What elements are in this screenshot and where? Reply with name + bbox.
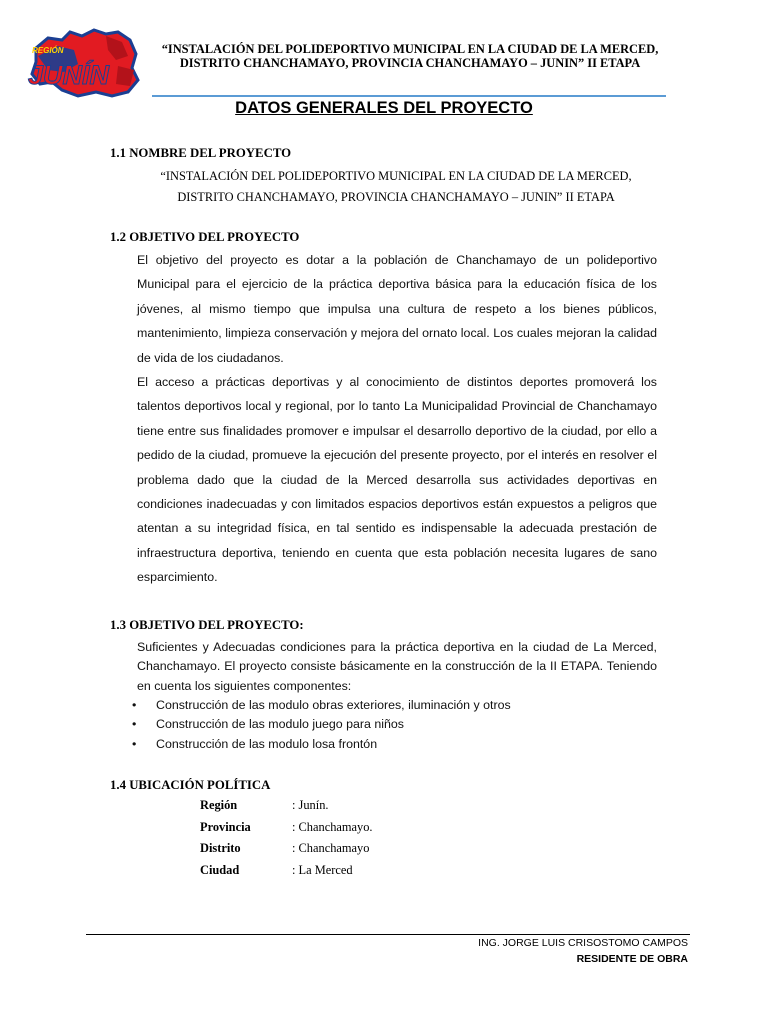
project-name-line-2: DISTRITO CHANCHAMAYO, PROVINCIA CHANCHAMAYO – JUNIN” II ETAPA	[177, 190, 615, 204]
location-table	[200, 798, 373, 884]
location-row	[200, 863, 373, 885]
location-value: : Junín.	[292, 798, 329, 812]
location-value: : Chanchamayo.	[292, 819, 373, 834]
list-item	[130, 715, 511, 734]
location-label: Ciudad	[200, 862, 240, 877]
project-name-line-1: “INSTALACIÓN DEL POLIDEPORTIVO MUNICIPAL EN LA CIUDAD DE LA MERCED,	[160, 169, 632, 183]
location-label: Región	[200, 798, 238, 812]
objective-paragraph-1: El objetivo del proyecto es dotar a la población de Chanchamayo de un polideportivo Municipal para el ejercicio de la práctica deportiva básica para la educación física de los jóvenes, al mismo tiempo que impulsa una cultura de respeto a los bienes públicos, mantenimiento, limpieza conservación y mejora del ornato local. Los cuales mejoran la calidad de vida de los ciudadanos.	[137, 253, 657, 365]
location-label: Provincia	[200, 819, 251, 834]
bullet-icon: •	[132, 736, 137, 751]
objective-paragraph-2: El acceso a prácticas deportivas y al conocimiento de distintos deportes promoverá los talentos deportivos local y regional, por lo tanto La Municipalidad Provincial de Chanchamayo tiene entre sus finalidades promover e impulsar el desarrollo deportivo de la ciudad, por ello a pedido de la ciudad, promueve la ejecución del presente proyecto, por el interés en resolver el problema dado que la ciudad de la Merced desarrolla sus actividades deportivas en condiciones inadecuadas y con limitados espacios deportivos están expuestos a peligros que atentan a su integridad física, en tal sentido es indispensable la adecuada prestación de infraestructura deportiva, teniendo en cuenta que esta población necesita lugares de sano esparcimiento.	[137, 375, 657, 585]
location-label: Distrito	[200, 841, 241, 855]
section-1-3-heading: 1.3 OBJETIVO DEL PROYECTO:	[110, 618, 304, 632]
components-list	[130, 696, 511, 754]
footer-divider	[86, 934, 690, 935]
location-row	[200, 798, 373, 820]
objective-summary-paragraph: Suficientes y Adecuadas condiciones para la práctica deportiva en la ciudad de La Merced, Chanchamayo. El proyecto consiste básicamente en la construcción de la II ETAPA. Teniendo en cuenta los siguientes componentes:	[137, 640, 657, 693]
logo-junin-text: JUNÍN	[28, 60, 110, 90]
list-item-text: Construcción de las modulo juego para niños	[156, 717, 404, 732]
location-value: : La Merced	[292, 862, 353, 877]
bullet-icon: •	[132, 717, 137, 732]
bullet-icon: •	[132, 698, 137, 712]
list-item	[130, 735, 511, 754]
objective-text	[137, 248, 657, 590]
document-title: DATOS GENERALES DEL PROYECTO	[235, 99, 533, 117]
location-value: : Chanchamayo	[292, 841, 370, 855]
logo-region-text: REGIÓN	[32, 46, 64, 55]
list-item-text: Construcción de las modulo losa frontón	[156, 736, 378, 751]
section-1-4-heading: 1.4 UBICACIÓN POLÍTICA	[110, 778, 271, 792]
section-1-2-heading: 1.2 OBJETIVO DEL PROYECTO	[110, 230, 300, 244]
footer-engineer-role: RESIDENTE DE OBRA	[576, 953, 688, 965]
location-row	[200, 841, 373, 863]
footer-engineer-name: ING. JORGE LUIS CRISOSTOMO CAMPOS	[478, 937, 688, 949]
list-item	[130, 696, 511, 715]
header-divider	[152, 95, 666, 97]
project-name	[136, 166, 656, 208]
list-item-text: Construcción de las modulo obras exteriores, iluminación y otros	[156, 698, 511, 712]
header-project-title: “INSTALACIÓN DEL POLIDEPORTIVO MUNICIPAL EN LA CIUDAD DE LA MERCED, DISTRITO CHANCHAMAYO, PROVINCIA CHANCHAMAYO – JUNIN” II ETAPA	[161, 42, 659, 70]
location-row	[200, 820, 373, 842]
region-junin-logo	[18, 26, 144, 102]
section-1-1-heading: 1.1 NOMBRE DEL PROYECTO	[110, 146, 292, 160]
